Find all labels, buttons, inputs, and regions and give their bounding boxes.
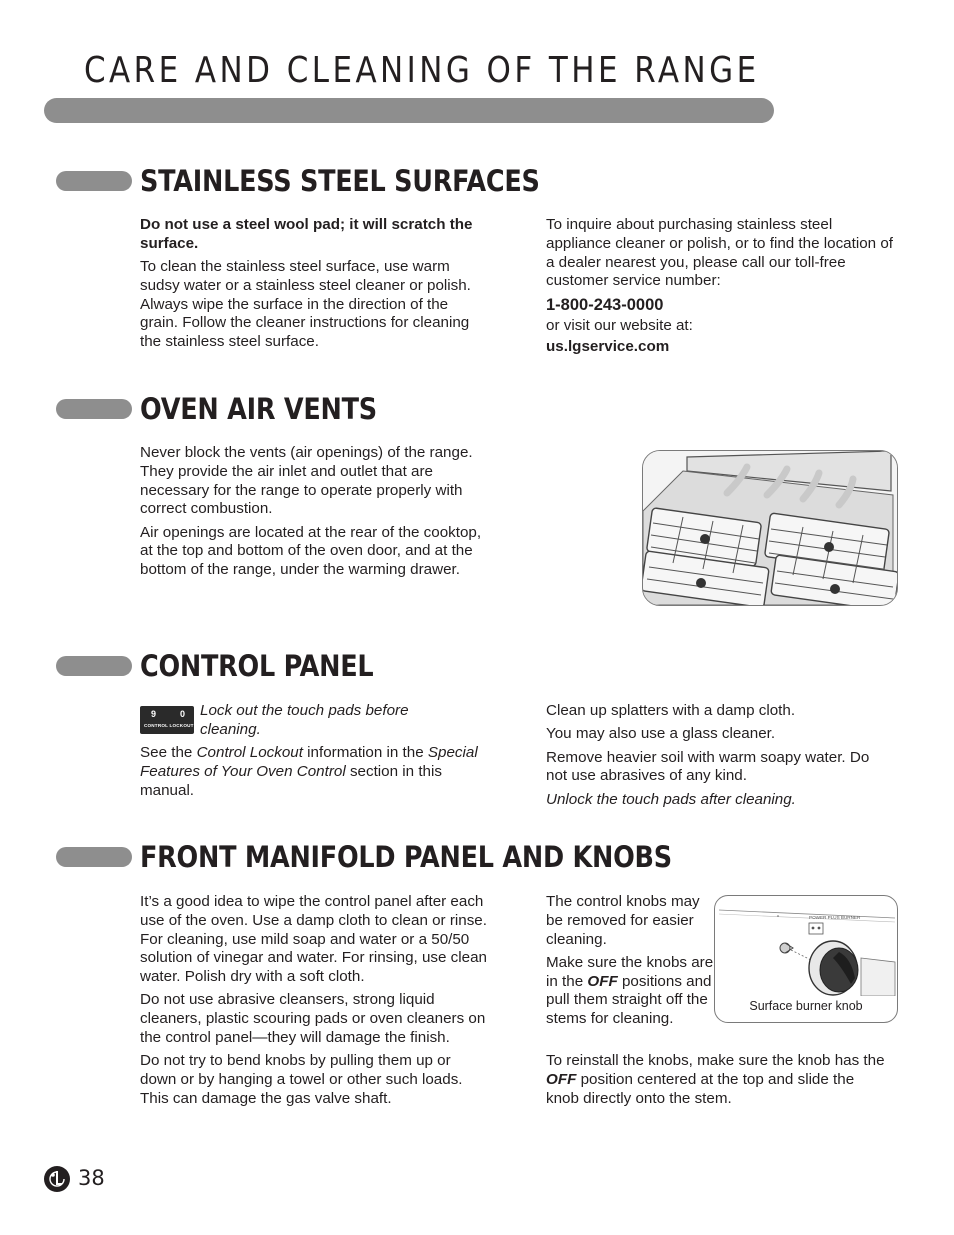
section-marker	[56, 171, 132, 191]
manifold-right-2	[546, 954, 714, 1029]
r3-text-c: position centered at the top and slide the knob directly onto the stem.	[546, 1070, 855, 1107]
manifold-paragraph-1: It’s a good idea to wipe the control panel after each use of the oven. Use a damp cloth to clean or rinse. For cleaning, use mild soap and water or a 50/50 solution of vinegar and water. For rinsing, use clean water. Polish dry with a soft cloth.	[140, 893, 487, 986]
manifold-right-column	[546, 893, 714, 1034]
manifold-paragraph-2: Do not use abrasive cleansers, strong liquid cleaners, plastic scouring pads or oven cleaners on the control panel—they will damage the finish.	[140, 991, 486, 1047]
see-text-3: information in the	[302, 744, 428, 761]
r2-text-c: positions and pull them straight off the stems for cleaning.	[546, 972, 712, 1028]
stainless-left-column	[140, 216, 485, 357]
see-text-4: Special Features of Your Oven Control	[140, 744, 478, 780]
knob-illustration	[714, 895, 898, 1023]
control-right-column	[546, 702, 891, 814]
section-heading-control: CONTROL PANEL	[140, 649, 374, 683]
vents-paragraph-1: Never block the vents (air openings) of the range. They provide the air inlet and outlet that are necessary for the range to operate properly with correct combustion.	[140, 444, 473, 518]
manifold-right-1: The control knobs may be removed for easier cleaning.	[546, 893, 700, 948]
title-bar	[44, 98, 774, 123]
r3-text-a: To reinstall the knobs, make sure the knob has the	[546, 1052, 885, 1069]
r2-off: OFF	[587, 972, 618, 990]
page-number: 38	[78, 1166, 105, 1190]
section-heading-stainless: STAINLESS STEEL SURFACES	[140, 164, 540, 198]
lockout-digit-right: 0	[180, 709, 186, 719]
section-marker	[56, 399, 132, 419]
vents-paragraph-2: Air openings are located at the rear of the cooktop, at the top and bottom of the oven door, and at the bottom of the range, under the warming drawer.	[140, 523, 482, 579]
figure-caption: Surface burner knob	[749, 999, 863, 1013]
page-title: CARE AND CLEANING OF THE RANGE	[84, 50, 760, 91]
manifold-reinstall	[546, 1052, 891, 1113]
see-text-2: Control Lockout	[196, 744, 303, 761]
control-right-4: Unlock the touch pads after cleaning.	[546, 790, 796, 808]
lock-note: Lock out the touch pads before cleaning.	[200, 702, 409, 738]
panel-label: POWER PLUS BURNER	[809, 915, 861, 920]
cooktop-illustration	[642, 450, 898, 606]
control-right-1: Clean up splatters with a damp cloth.	[546, 702, 796, 719]
see-text-5: section in this manual.	[140, 762, 442, 799]
vents-column	[140, 444, 485, 585]
control-lockout-icon	[140, 706, 194, 734]
lockout-digit-left: 9	[151, 709, 157, 719]
section-marker	[56, 656, 132, 676]
stainless-inquire: To inquire about purchasing stainless steel appliance cleaner or polish, or to find the location of a dealer nearest you, please call our toll-free customer service number:	[546, 216, 893, 290]
see-text-1: See the	[140, 744, 197, 761]
manifold-right-3	[546, 1052, 891, 1108]
r2-text-a: Make sure the knobs are in the	[546, 953, 714, 990]
manifold-left-column	[140, 893, 490, 1113]
section-marker	[56, 847, 132, 867]
section-heading-vents: OVEN AIR VENTS	[140, 392, 377, 426]
website-link[interactable]: us.lgservice.com	[546, 338, 670, 356]
section-heading-manifold: FRONT MANIFOLD PANEL AND KNOBS	[140, 840, 672, 874]
r3-off: OFF	[546, 1070, 577, 1088]
stainless-right-column	[546, 216, 896, 362]
cooktop-grates-image	[643, 451, 897, 605]
control-left-column	[140, 744, 485, 805]
control-right-3: Remove heavier soil with warm soapy water. Do not use abrasives of any kind.	[546, 748, 870, 785]
stainless-body: To clean the stainless steel surface, use warm sudsy water or a stainless steel cleaner or polish. Always wipe the surface in the direction of the grain. Follow the cleaner instructions for cleaning the stainless steel surface.	[140, 258, 471, 351]
see-lockout-text	[140, 744, 485, 800]
knob-image	[715, 896, 897, 996]
stainless-warning: Do not use a steel wool pad; it will scratch the surface.	[140, 216, 473, 252]
visit-text: or visit our website at:	[546, 317, 693, 335]
control-right-2: You may also use a glass cleaner.	[546, 725, 776, 743]
lockout-label: CONTROL LOCKOUT	[144, 723, 194, 728]
phone-number: 1-800-243-0000	[546, 295, 664, 314]
manifold-paragraph-3: Do not try to bend knobs by pulling them up or down or by hanging a towel or other such loads. This can damage the gas valve shaft.	[140, 1052, 463, 1107]
lg-logo-icon	[44, 1166, 70, 1192]
